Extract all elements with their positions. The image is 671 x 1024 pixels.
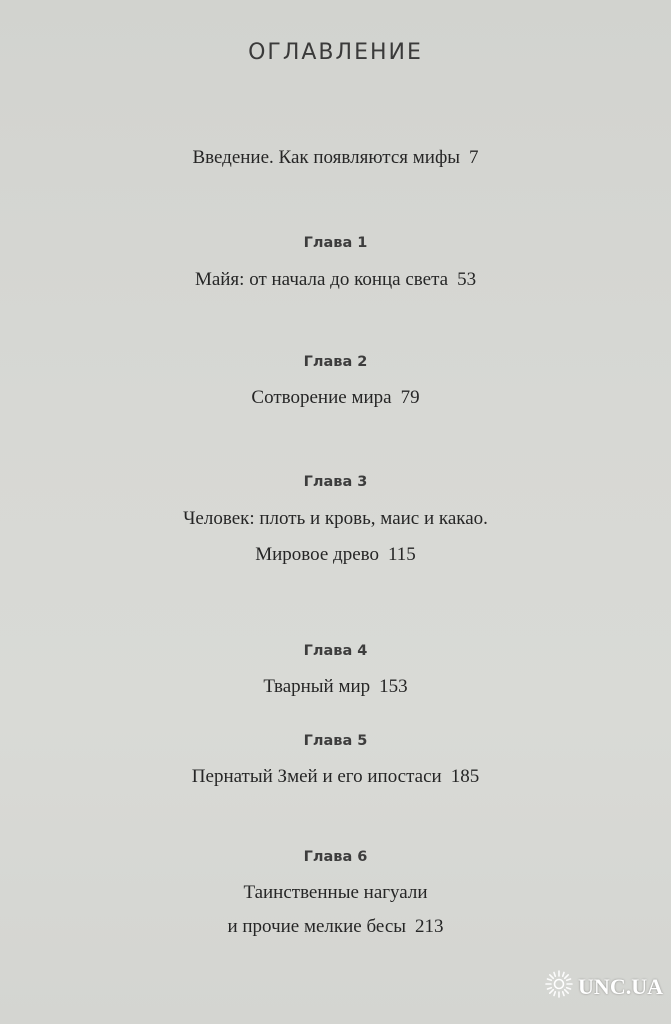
toc-entry-introduction [0, 147, 671, 169]
entry-title: Таинственные нагуали [243, 882, 428, 903]
watermark-text: UNC.UA [578, 973, 663, 999]
entry-title: Майя: от начала до конца света [194, 269, 449, 290]
entry-title: Человек: плоть и кровь, маис и какао. [183, 508, 488, 529]
chapter-label-3: Глава 3 [303, 474, 368, 490]
page-number: 213 [415, 916, 444, 937]
toc-entry-chapter-6-line-1 [0, 882, 671, 904]
page-title: ОГЛАВЛЕНИЕ [248, 40, 423, 65]
page-number: 7 [469, 147, 479, 168]
entry-title: Мировое древо [255, 544, 379, 565]
watermark [544, 969, 663, 1004]
toc-entry-chapter-5 [0, 766, 671, 788]
entry-title: Пернатый Змей и его ипостаси [191, 766, 442, 787]
chapter-label-4: Глава 4 [303, 643, 368, 659]
page-number: 79 [400, 387, 420, 408]
chapter-label-5: Глава 5 [303, 733, 368, 749]
toc-entry-chapter-1 [0, 269, 671, 291]
entry-title: Введение. Как появляются мифы [192, 147, 461, 168]
page-number: 185 [450, 766, 480, 787]
entry-title: Сотворение мира [251, 387, 392, 408]
page-number: 153 [379, 676, 408, 697]
toc-entry-chapter-3-line-1 [0, 508, 671, 530]
sun-icon [544, 969, 574, 1004]
toc-entry-chapter-2 [0, 387, 671, 409]
chapter-label-6: Глава 6 [303, 849, 368, 865]
toc-entry-chapter-3-line-2 [0, 544, 671, 566]
toc-entry-chapter-6-line-2 [0, 916, 671, 938]
chapter-label-1: Глава 1 [303, 235, 368, 251]
page-number: 115 [387, 544, 416, 565]
toc-entry-chapter-4 [0, 676, 671, 698]
page-number: 53 [457, 269, 477, 290]
entry-title: Тварный мир [263, 676, 371, 697]
entry-title: и прочие мелкие бесы [227, 916, 407, 937]
chapter-label-2: Глава 2 [303, 354, 368, 370]
